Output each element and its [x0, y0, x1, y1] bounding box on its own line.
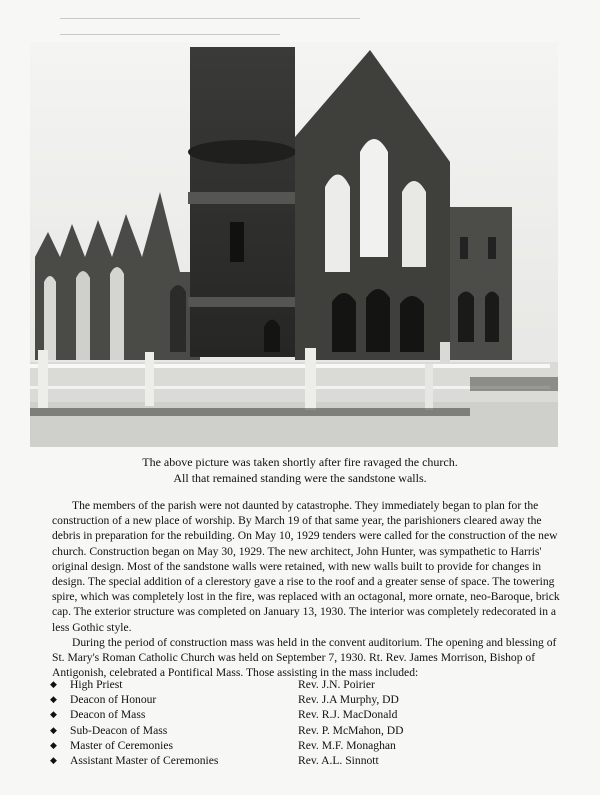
assistant-role: Master of Ceremonies [70, 738, 174, 752]
photo-caption [0, 454, 600, 486]
assistant-name: Rev. J.A Murphy, DD [298, 693, 399, 707]
assistant-role: High Priest [70, 678, 123, 691]
assistant-role: Deacon of Mass [70, 708, 146, 722]
body-text [52, 498, 568, 680]
assistant-role: Deacon of Honour [70, 693, 157, 707]
paragraph-1-text: The members of the parish were not daunted by catastrophe. They immediately began to plan for the construction of a new place of worship. By March 19 of that same year, the parishioners cleared away the debris in preparation for the rebuilding. On May 10, 1929 tenders were called for the construction of the new church. Construction began on May 30, 1929. The new architect, John Hunter, was sympathetic to Harris' original design. Most of the sandstone walls were retained, with new walls built to provide for changes in design. The special addition of a clerestory gave a rise to the roof and a greater sense of space. The towering spire, which was completely lost in the fire, was replaced with an octagonal, more ornate, neo-Baroque, brick cap. The exterior structure was completed on January 13, 1930. The interior was completely redecorated in a less Gothic style. [52, 499, 560, 634]
church-ruins-photo [30, 42, 558, 447]
diamond-bullet-icon: ◆ [50, 694, 57, 705]
diamond-bullet-icon: ◆ [50, 709, 57, 720]
assistant-role: Sub-Deacon of Mass [70, 723, 168, 737]
caption-line-2: All that remained standing were the sandstone walls. [173, 471, 427, 485]
assistant-name: Rev. M.F. Monaghan [298, 738, 396, 752]
paragraph-2-text: During the period of construction mass was held in the convent auditorium. The opening and blessing of St. Mary's Roman Catholic Church was held on September 7, 1930. Rt. Rev. James Morrison, Bishop of Antigonish, celebrated a Pontifical Mass. Those assisting in the mass included: [52, 635, 557, 680]
list-item [50, 707, 570, 722]
caption-line-1: The above picture was taken shortly after fire ravaged the church. [142, 455, 458, 469]
assistant-name: Rev. R.J. MacDonald [298, 708, 398, 722]
list-item [50, 692, 570, 707]
paragraph-2 [52, 635, 568, 681]
assistant-role: Assistant Master of Ceremonies [70, 753, 219, 767]
diamond-bullet-icon: ◆ [50, 679, 57, 689]
list-item [50, 753, 570, 768]
bleed-through-mark [60, 34, 280, 35]
list-item [50, 677, 570, 692]
diamond-bullet-icon: ◆ [50, 724, 57, 735]
assistant-name: Rev. P. McMahon, DD [298, 723, 404, 737]
list-item [50, 738, 570, 753]
diamond-bullet-icon: ◆ [50, 754, 57, 765]
list-item [50, 723, 570, 738]
bleed-through-mark [60, 18, 360, 19]
assistant-name: Rev. J.N. Poirier [298, 678, 375, 691]
assistant-name: Rev. A.L. Sinnott [298, 753, 379, 767]
paragraph-1 [52, 498, 568, 635]
diamond-bullet-icon: ◆ [50, 739, 57, 750]
church-ruins-illustration [30, 42, 558, 447]
mass-assistants-list [50, 677, 570, 768]
